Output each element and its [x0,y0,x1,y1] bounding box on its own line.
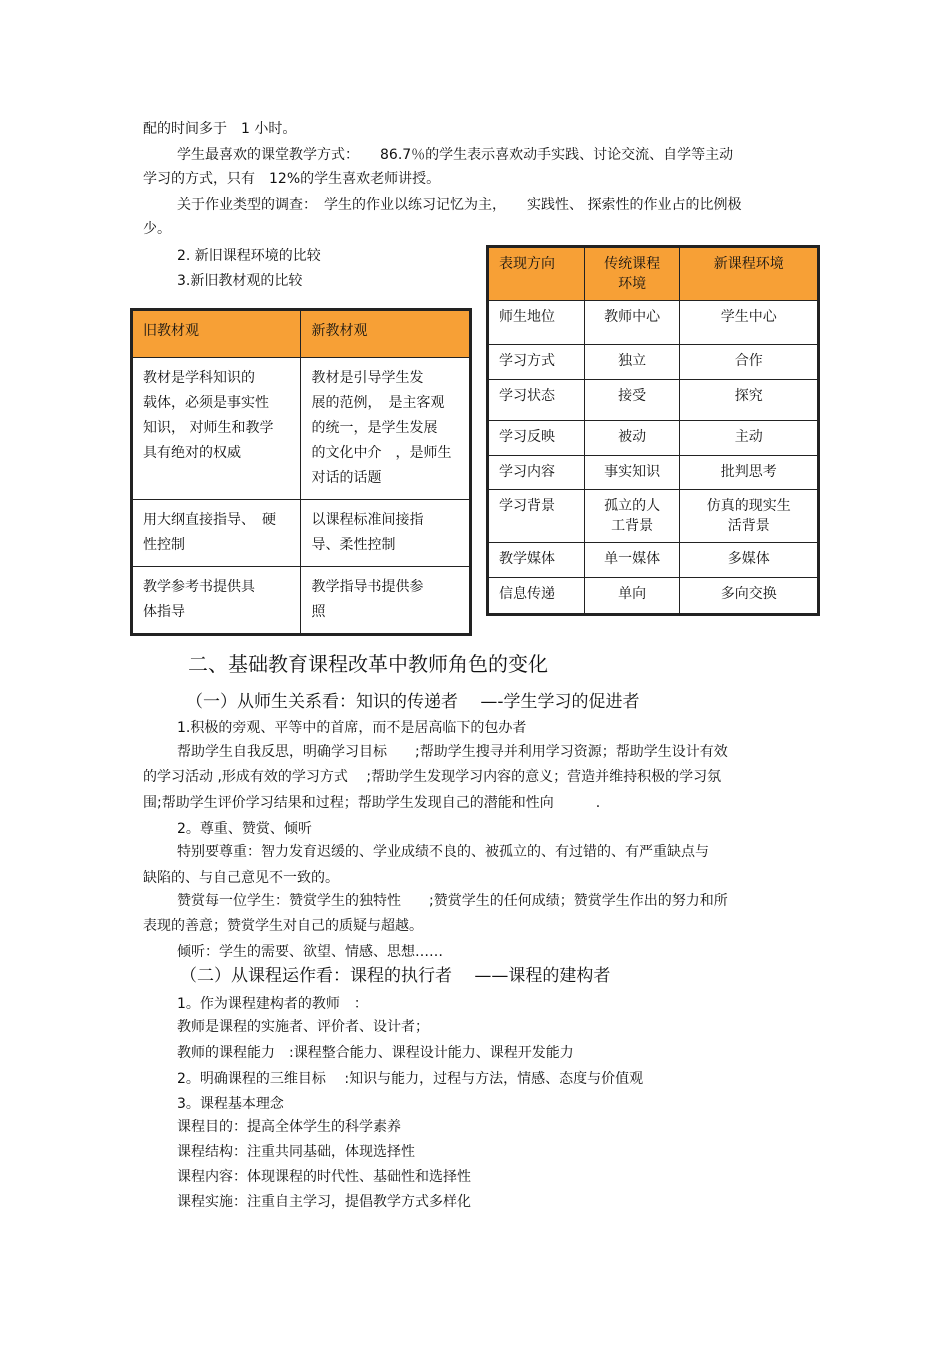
cell-traditional [584,345,680,380]
cell-traditional [584,578,680,614]
paragraph-line: 的学习活动 ,形成有效的学习方式 ;帮助学生发现学习内容的意义；营造并维持积极的学习氛 [143,769,722,785]
cell-text-line: 主动 [734,429,763,445]
cell-aspect [489,380,585,421]
cell-text-line: 教学参考书提供具 [143,579,255,595]
table-row [489,543,818,578]
paragraph-line: 表现的善意；赞赏学生对自己的质疑与超越。 [143,918,423,934]
cell-text-line: 体指导 [143,604,185,620]
cell-new [680,301,818,345]
cell-text-line: 教材是学科知识的 [143,370,255,386]
cell-text-line: 的文化中介 ，是师生 [311,445,452,461]
section-title: 二、基础教育课程改革中教师角色的变化 [188,652,548,676]
cell-text-line: 工背景 [611,518,654,534]
cell-text-line: 批判思考 [720,464,777,480]
cell-text-line: 独立 [618,353,647,369]
cell-text-line: 仿真的现实生 [706,498,791,514]
cell-aspect [489,301,585,345]
cell-text-line: 探究 [734,388,763,404]
table-header-row [133,311,470,358]
cell-text-line: 学习方式 [499,353,555,369]
cell-traditional [584,301,680,345]
header-new-material: 新教材观 [301,311,470,358]
cell-aspect [489,543,585,578]
cell-traditional [584,380,680,421]
cell-text-line: 学习背景 [499,498,555,514]
cell-text-line: 教师中心 [604,309,661,325]
paragraph-line: 围;帮助学生评价学习结果和过程；帮助学生发现自己的潜能和性向 . [143,795,601,811]
cell-traditional [584,421,680,456]
table-row [489,301,818,345]
paragraph-line: 教师的课程能力 :课程整合能力、课程设计能力、课程开发能力 [177,1045,574,1061]
cell-new [680,490,818,543]
cell-text-line: 信息传递 [499,586,555,602]
intro-line-1: 配的时间多于 1 小时。 [143,121,297,137]
new-material-cell [301,500,470,567]
material-comparison-table [132,310,470,634]
cell-text-line: 多向交换 [720,586,777,602]
cell-text-line: 对话的话题 [311,470,382,486]
cell-new [680,421,818,456]
paragraph-line: 1。作为课程建构者的教师 ： [177,996,368,1012]
header-new [680,248,818,301]
cell-aspect [489,345,585,380]
intro-line-2: 学生最喜欢的课堂教学方式： 86.7％的学生表示喜欢动手实践、讨论交流、自学等主动 [177,147,734,163]
cell-text-line: 的统一，是学生发展 [311,420,438,436]
table-row [489,380,818,421]
cell-aspect [489,456,585,490]
cell-text-line: 性控制 [143,537,185,553]
cell-text-line: 被动 [618,429,647,445]
cell-new [680,578,818,614]
paragraph-line: 赞赏每一位学生：赞赏学生的独特性 ;赞赏学生的任何成绩；赞赏学生作出的努力和所 [177,893,728,909]
cell-text-line: 具有绝对的权威 [143,445,241,461]
table-row [489,421,818,456]
paragraph-line: 3。课程基本理念 [177,1096,284,1112]
cell-text-line: 学习内容 [499,464,555,480]
cell-aspect [489,421,585,456]
cell-text-line: 教学指导书提供参 [311,579,424,595]
paragraph-line: 倾听：学生的需要、欲望、情感、思想…… [177,944,443,960]
subsection-1-title: （一）从师生关系看：知识的传递者 —-学生学习的促进者 [186,692,640,712]
cell-aspect [489,578,585,614]
paragraph-line: 课程目的：提高全体学生的科学素养 [177,1119,401,1135]
cell-traditional [584,490,680,543]
header-aspect [489,248,585,301]
new-material-cell [301,567,470,634]
intro-line-4: 关于作业类型的调查： 学生的作业以练习记忆为主， 实践性、 探索性的作业占的比例极 [177,197,742,213]
cell-text-line: 新课程环境 [713,256,784,272]
paragraph-line: 教师是课程的实施者、评价者、设计者； [177,1019,429,1035]
cell-text-line: 学习状态 [499,388,555,404]
header-old-material: 旧教材观 [133,311,301,358]
cell-new [680,543,818,578]
paragraph-line: 课程实施：注重自主学习，提倡教学方式多样化 [177,1194,471,1210]
cell-text-line: 孤立的人 [604,498,661,514]
paragraph-line: 特别要尊重：智力发育迟缓的、学业成绩不良的、被孤立的、有过错的、有严重缺点与 [177,844,709,860]
table-row [133,358,470,500]
cell-aspect [489,490,585,543]
cell-text-line: 活背景 [727,518,770,534]
paragraph-line: 课程结构：注重共同基础，体现选择性 [177,1144,415,1160]
cell-text-line: 教材是引导学生发 [311,370,424,386]
cell-text-line: 学生中心 [720,309,777,325]
paragraph-line: 帮助学生自我反思，明确学习目标 ;帮助学生搜寻并利用学习资源；帮助学生设计有效 [177,744,728,760]
cell-new [680,345,818,380]
table-row [133,567,470,634]
cell-text-line: 学习反映 [499,429,555,445]
old-material-cell [133,500,301,567]
paragraph-line: 1.积极的旁观、平等中的首席，而不是居高临下的包办者 [177,720,527,736]
cell-new [680,456,818,490]
cell-text-line: 用大纲直接指导、 硬 [143,512,276,528]
intro-line-3: 学习的方式，只有 12%的学生喜欢老师讲授。 [143,171,441,187]
table-row [133,500,470,567]
subsection-2-title: （二）从课程运作看：课程的执行者 ——课程的建构者 [180,966,611,986]
paragraph-line: 2。明确课程的三维目标 :知识与能力，过程与方法，情感、态度与价值观 [177,1071,644,1087]
cell-text-line: 环境 [618,276,647,292]
cell-text-line: 接受 [618,388,647,404]
cell-traditional [584,456,680,490]
paragraph-line: 缺陷的、与自己意见不一致的。 [143,870,339,886]
header-traditional [584,248,680,301]
paragraph-line: 课程内容：体现课程的时代性、基础性和选择性 [177,1169,471,1185]
cell-text-line: 单向 [618,586,647,602]
cell-text-line: 教学媒体 [499,551,555,567]
cell-text-line: 以课程标准间接指 [311,512,424,528]
list-item-3: 3.新旧教材观的比较 [177,273,303,289]
old-material-cell [133,567,301,634]
paragraph-line: 2。尊重、赞赏、倾听 [177,821,312,837]
cell-text-line: 合作 [734,353,763,369]
cell-text-line: 多媒体 [727,551,770,567]
cell-text-line: 知识， 对师生和教学 [143,420,274,436]
cell-text-line: 表现方向 [499,256,555,272]
table-header-row [489,248,818,301]
cell-text-line: 单一媒体 [604,551,661,567]
cell-new [680,380,818,421]
table-row [489,578,818,614]
intro-line-5: 少。 [143,221,171,237]
table-row [489,490,818,543]
environment-comparison-table [488,247,818,614]
cell-text-line: 载体，必须是事实性 [143,395,269,411]
table-row [489,456,818,490]
table-row [489,345,818,380]
cell-text-line: 事实知识 [604,464,661,480]
cell-traditional [584,543,680,578]
cell-text-line: 展的范例， 是主客观 [311,395,445,411]
old-material-cell [133,358,301,500]
cell-text-line: 师生地位 [499,309,555,325]
cell-text-line: 导、柔性控制 [311,537,396,553]
list-item-2: 2. 新旧课程环境的比较 [177,248,321,264]
cell-text-line: 传统课程 [604,256,661,272]
new-material-cell [301,358,470,500]
cell-text-line: 照 [311,604,326,620]
